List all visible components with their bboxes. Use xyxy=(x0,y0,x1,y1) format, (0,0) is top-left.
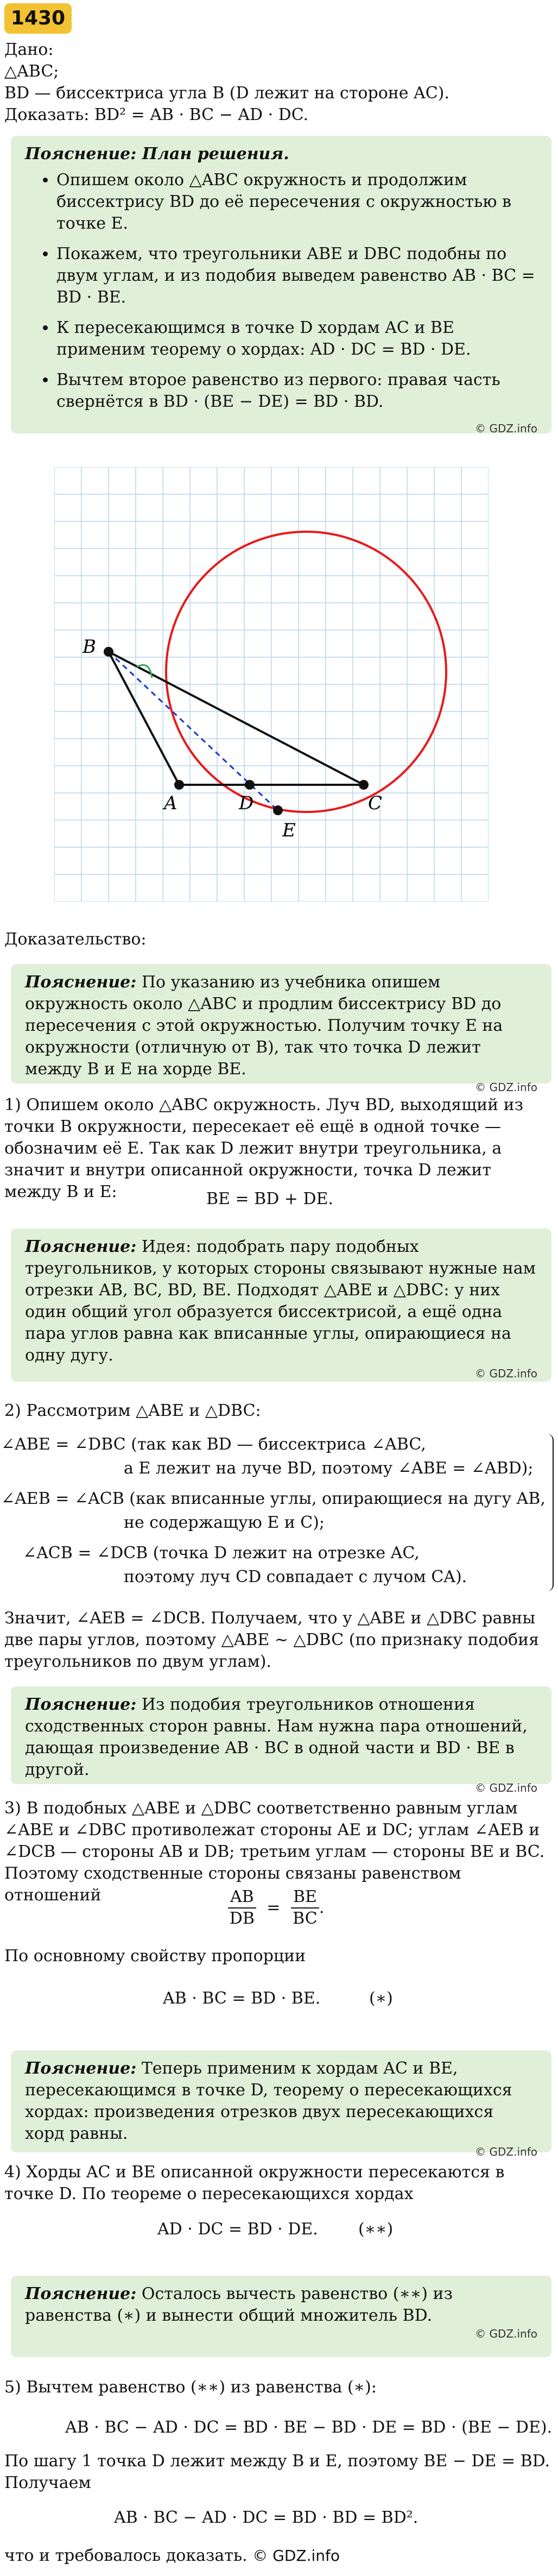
note-2-lead: Пояснение: xyxy=(25,1237,137,1256)
proportion-formula: $\frac{AB}{DB}$ = $\frac{BE}{BC}$ . xyxy=(228,1887,324,1929)
geometry-figure xyxy=(54,467,489,902)
given-triangle: △ABC; xyxy=(4,62,59,81)
plan-item: • Вычтем второе равенство из первого: правая часть свернётся в BD · (BE − DE) = BD · BD. xyxy=(56,369,537,413)
note-4-lead: Пояснение: xyxy=(25,2059,137,2078)
plan-box xyxy=(11,136,551,433)
label-b: B xyxy=(83,636,96,658)
step-3-after: По основному свойству пропорции xyxy=(4,1947,306,1966)
credit-label: © GDZ.info xyxy=(475,1081,537,1094)
proof-label: Доказательство: xyxy=(4,930,147,949)
note-3-lead: Пояснение: xyxy=(25,1695,137,1714)
point-d xyxy=(245,780,255,790)
credit-label: © GDZ.info xyxy=(475,422,537,435)
label-c: C xyxy=(368,792,383,814)
label-d: D xyxy=(239,792,254,814)
given-block xyxy=(4,39,553,126)
note-box-4 xyxy=(11,2050,551,2158)
fraction-numerator: BE xyxy=(291,1887,319,1909)
step-2-intro: 2) Рассмотрим △ABE и △DBC: xyxy=(4,1401,261,1420)
angle-system xyxy=(0,1434,558,1597)
note-1-lead: Пояснение: xyxy=(25,973,137,992)
point-e xyxy=(273,805,283,815)
step-3-text: 3) В подобных △ABE и △DBC соответственно равным углам ∠ABE и ∠DBC противолежат стороны AE и DC; углам ∠AEB и ∠DCB — стороны AB и DB; третьим углам — стороны BE и BC. Поэтому сходственные стороны связаны равенством отношений xyxy=(4,1799,545,1905)
final-line xyxy=(4,2545,553,2567)
final-statement: что и требовалось доказать. xyxy=(4,2546,248,2565)
note-4-text: Теперь применим к хордам AC и BE, пересекающимся в точке D, теорему о пересекающихся хордах: произведения отрезков двух пересекающихся хорд равны. xyxy=(25,2059,512,2143)
system-row: поэтому луч CD совпадает с лучом CA). xyxy=(124,1567,467,1586)
given-bisector: BD — биссектриса угла B (D лежит на стороне AC). xyxy=(4,84,449,103)
point-a xyxy=(174,780,184,790)
system-row: ∠ACB = ∠DCB (точка D лежит на отрезке AC, xyxy=(23,1544,420,1563)
label-a: A xyxy=(164,792,177,814)
point-c xyxy=(359,780,369,790)
step-5-formula-1: AB · BC − AD · DC = BD · BE − BD · DE = BD · (BE − DE). xyxy=(65,2418,553,2437)
given-label: Дано: xyxy=(4,40,54,59)
step-5-formula-2: AB · BC − AD · DC = BD · BD = BD². xyxy=(114,2508,418,2527)
fraction-numerator: AB xyxy=(228,1887,256,1909)
credit-label: © GDZ.info xyxy=(475,1367,537,1380)
note-1-text: По указанию из учебника опишем окружность около △ABC и продлим биссектрису BD до пересечения с этой окружностью. Получим точку E на окружности (отличную от B), так что точка D лежит между B и E на хорде BE. xyxy=(25,973,503,1079)
system-row: не содержащую E и C); xyxy=(124,1513,325,1532)
step-1-text: 1) Опишем около △ABC окружность. Луч BD, выходящий из точки B окружности, пересекает её ещё в одной точке — обозначим её E. Так как D лежит внутри треугольника, а значит и внутри описанной окружности, точка D лежит между B и E: xyxy=(4,1095,523,1201)
step-5-text: По шагу 1 точка D лежит между B и E, поэтому BE − DE = BD. Получаем xyxy=(4,2452,550,2492)
step-5-intro: 5) Вычтем равенство (∗∗) из равенства (∗): xyxy=(4,2378,377,2397)
note-3-text: Из подобия треугольников отношения сходственных сторон равны. Нам нужна пара отношений, дающая произведение AB · BC в одной части и BD · BE в другой. xyxy=(25,1695,528,1779)
grid xyxy=(54,467,489,902)
fraction-left xyxy=(228,1887,256,1929)
system-row: а E лежит на луче BD, поэтому ∠ABE = ∠ABD); xyxy=(124,1459,534,1478)
step-4-formula: AD · DC = BD · DE. xyxy=(157,2220,318,2239)
system-brace xyxy=(547,1434,554,1591)
fraction-denominator: BC xyxy=(293,1909,318,1928)
note-box-3 xyxy=(11,1686,551,1794)
step-1-formula: BE = BD + DE. xyxy=(206,1189,333,1208)
task-number-badge: 1430 xyxy=(4,3,72,34)
credit-label: © GDZ.info xyxy=(475,2145,537,2158)
plan-item: • К пересекающимся в точке D хордам AC и BE применим теорему о хордах: AD · DC = BD · DE. xyxy=(56,317,537,361)
fraction-right xyxy=(291,1887,319,1929)
fraction-denominator: DB xyxy=(229,1909,255,1928)
point-b xyxy=(104,647,113,657)
plan-heading: Пояснение: План решения. xyxy=(25,144,289,163)
credit-final: © GDZ.info xyxy=(252,2547,340,2565)
credit-label: © GDZ.info xyxy=(475,1781,537,1794)
plan-item: • Опишем около △ABC окружность и продолжим биссектрису BD до её пересечения с окружностью в точке E. xyxy=(56,169,537,235)
note-5-text: Осталось вычесть равенство (∗∗) из равенства (∗) и вынести общий множитель BD. xyxy=(25,2284,453,2325)
system-row: ∠AEB = ∠ACB (как вписанные углы, опирающиеся на дугу AB, xyxy=(1,1489,546,1508)
prove-statement: Доказать: BD² = AB · BC − AD · DC. xyxy=(4,105,309,124)
step-4-text: 4) Хорды AC и BE описанной окружности пересекаются в точке D. По теореме о пересекающихся хордах xyxy=(4,2163,505,2203)
note-box-2 xyxy=(11,1229,551,1382)
side-ab xyxy=(109,652,179,785)
note-box-1 xyxy=(11,964,551,1094)
step-3-formula: AB · BC = BD · BE. xyxy=(163,1989,321,2008)
step-2-conclusion: Значит, ∠AEB = ∠DCB. Получаем, что у △ABE и △DBC равны две пары углов, поэтому △ABE ∼ △DBC (по признаку подобия треугольников по двум углам). xyxy=(4,1609,539,1671)
plan-item: • Покажем, что треугольники ABE и DBC подобны по двум углам, и из подобия выведем равенство AB · BC = BD · BE. xyxy=(56,243,537,308)
formula-tag-double-star: (∗∗) xyxy=(358,2220,394,2239)
circumcircle xyxy=(166,532,446,812)
credit-label: © GDZ.info xyxy=(475,2327,537,2340)
note-box-5 xyxy=(11,2276,551,2357)
note-2-text: Идея: подобрать пару подобных треугольников, у которых стороны связывают нужные нам отрезки AB, BC, BD, BE. Подходят △ABE и △DBC: у них один общий угол образуется биссектрисой, а ещё одна пара углов равна как вписанные углы, опирающиеся на одну дугу. xyxy=(25,1237,536,1365)
formula-tag-star: (∗) xyxy=(369,1989,393,2008)
label-e: E xyxy=(282,820,296,841)
note-5-lead: Пояснение: xyxy=(25,2284,137,2303)
system-row: ∠ABE = ∠DBC (так как BD — биссектриса ∠ABC, xyxy=(1,1435,426,1454)
plan-list xyxy=(25,169,537,413)
